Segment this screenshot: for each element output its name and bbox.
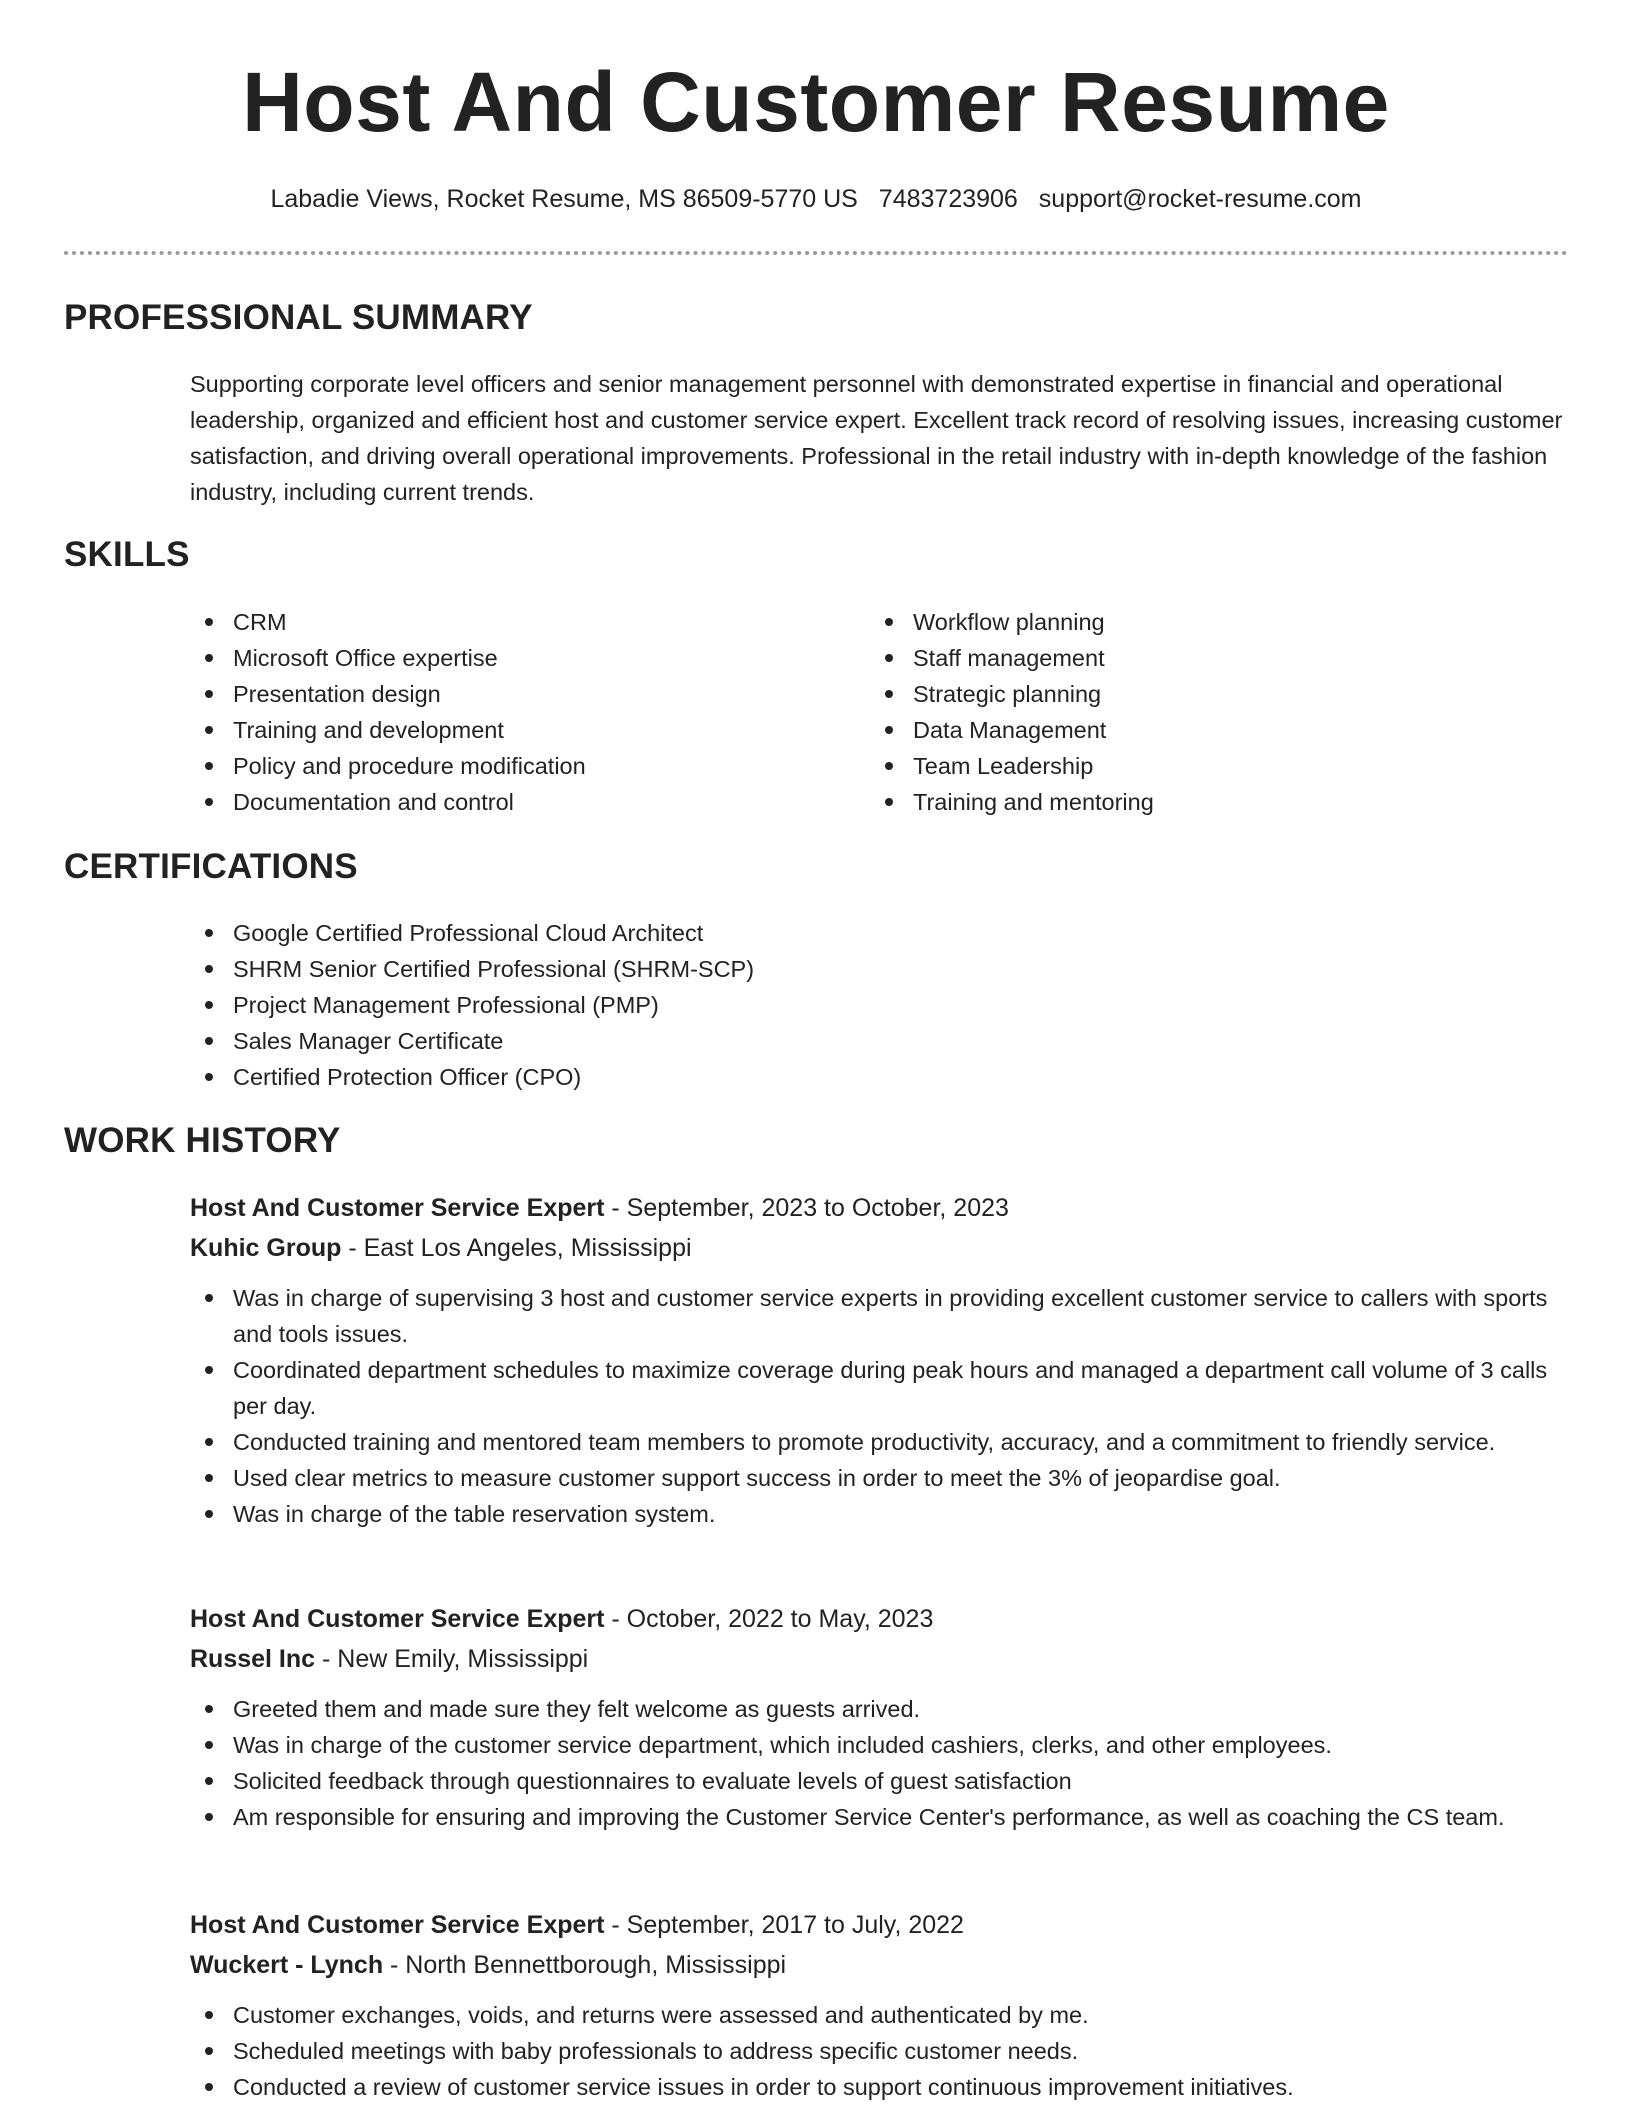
job-dates: - October, 2022 to May, 2023: [604, 1605, 934, 1633]
skill-item: Staff management: [870, 640, 1470, 676]
job-bullet: Used clear metrics to measure customer support success in order to meet the 3% of jeopardise goal.: [190, 1460, 1570, 1496]
header-divider: [64, 251, 1568, 255]
certification-item: Sales Manager Certificate: [190, 1023, 1570, 1059]
job-location: - East Los Angeles, Mississippi: [341, 1234, 692, 1262]
skills-list-left: [190, 604, 790, 820]
job-bullet: Greeted them and made sure they felt welcome as guests arrived.: [190, 1691, 1570, 1727]
job-bullets: [190, 1997, 1570, 2105]
job-company: Russel Inc: [190, 1645, 316, 1673]
skill-item: Documentation and control: [190, 784, 790, 820]
skill-item: Microsoft Office expertise: [190, 640, 790, 676]
summary-heading: PROFESSIONAL SUMMARY: [64, 298, 533, 337]
job-role: Host And Customer Service Expert: [190, 1911, 605, 1939]
job-bullets: [190, 1691, 1570, 1835]
job-company: Kuhic Group: [190, 1234, 342, 1262]
certification-item: Certified Protection Officer (CPO): [190, 1059, 1570, 1095]
job-bullet: Solicited feedback through questionnaires to evaluate levels of guest satisfaction: [190, 1763, 1570, 1799]
contact-address: Labadie Views, Rocket Resume, MS 86509-5770 US: [270, 185, 858, 213]
job-bullet: Was in charge of the customer service department, which included cashiers, clerks, and other employees.: [190, 1727, 1570, 1763]
contact-line: [0, 182, 1632, 216]
job-bullet: Scheduled meetings with baby professionals to address specific customer needs.: [190, 2033, 1570, 2069]
job-title-line: [190, 1188, 1570, 1228]
job-title-line: [190, 1905, 1570, 1945]
skill-item: Presentation design: [190, 676, 790, 712]
job-bullet: Was in charge of the table reservation system.: [190, 1496, 1570, 1532]
skills-list-right: [870, 604, 1470, 820]
job-company: Wuckert - Lynch: [190, 1951, 384, 1979]
certifications-list: [190, 915, 1570, 1095]
certification-item: SHRM Senior Certified Professional (SHRM-SCP): [190, 951, 1570, 987]
job-company-line: [190, 1639, 1570, 1679]
job-entry: [190, 1188, 1570, 1532]
job-title-line: [190, 1599, 1570, 1639]
skill-item: Data Management: [870, 712, 1470, 748]
job-dates: - September, 2017 to July, 2022: [604, 1911, 964, 1939]
work-history-heading: WORK HISTORY: [64, 1121, 341, 1160]
job-bullet: Conducted training and mentored team members to promote productivity, accuracy, and a commitment to friendly service.: [190, 1424, 1570, 1460]
certification-item: Project Management Professional (PMP): [190, 987, 1570, 1023]
job-bullet: Conducted a review of customer service issues in order to support continuous improvement initiatives.: [190, 2069, 1570, 2105]
job-location: - New Emily, Mississippi: [315, 1645, 589, 1673]
resume-name: Host And Customer Resume: [242, 55, 1390, 149]
job-company-line: [190, 1228, 1570, 1268]
job-company-line: [190, 1945, 1570, 1985]
skill-item: CRM: [190, 604, 790, 640]
job-bullet: Customer exchanges, voids, and returns were assessed and authenticated by me.: [190, 1997, 1570, 2033]
job-dates: - September, 2023 to October, 2023: [604, 1194, 1009, 1222]
job-role: Host And Customer Service Expert: [190, 1194, 605, 1222]
job-role: Host And Customer Service Expert: [190, 1605, 605, 1633]
skills-heading: SKILLS: [64, 535, 190, 574]
skill-item: Team Leadership: [870, 748, 1470, 784]
skill-item: Policy and procedure modification: [190, 748, 790, 784]
skill-item: Training and mentoring: [870, 784, 1470, 820]
job-entry: [190, 1905, 1570, 2105]
job-bullet: Am responsible for ensuring and improving the Customer Service Center's performance, as well as coaching the CS team.: [190, 1799, 1570, 1835]
contact-email: support@rocket-resume.com: [1038, 185, 1362, 213]
job-bullets: [190, 1280, 1570, 1532]
job-bullet: Coordinated department schedules to maximize coverage during peak hours and managed a department call volume of 3 calls per day.: [190, 1352, 1570, 1424]
summary-text: Supporting corporate level officers and senior management personnel with demonstrated expertise in financial and operational leadership, organized and efficient host and customer service expert. Excellent track record of resolving issues, increasing customer satisfaction, and driving overall operational improvements. Professional in the retail industry with in-depth knowledge of the fashion industry, including current trends.: [190, 371, 1563, 505]
certifications-heading: CERTIFICATIONS: [64, 847, 358, 886]
job-bullet: Was in charge of supervising 3 host and customer service experts in providing excellent customer service to callers with sports and tools issues.: [190, 1280, 1570, 1352]
skill-item: Workflow planning: [870, 604, 1470, 640]
job-location: - North Bennettborough, Mississippi: [383, 1951, 787, 1979]
job-entry: [190, 1599, 1570, 1835]
skill-item: Strategic planning: [870, 676, 1470, 712]
skill-item: Training and development: [190, 712, 790, 748]
certification-item: Google Certified Professional Cloud Architect: [190, 915, 1570, 951]
contact-phone: 7483723906: [878, 185, 1018, 213]
